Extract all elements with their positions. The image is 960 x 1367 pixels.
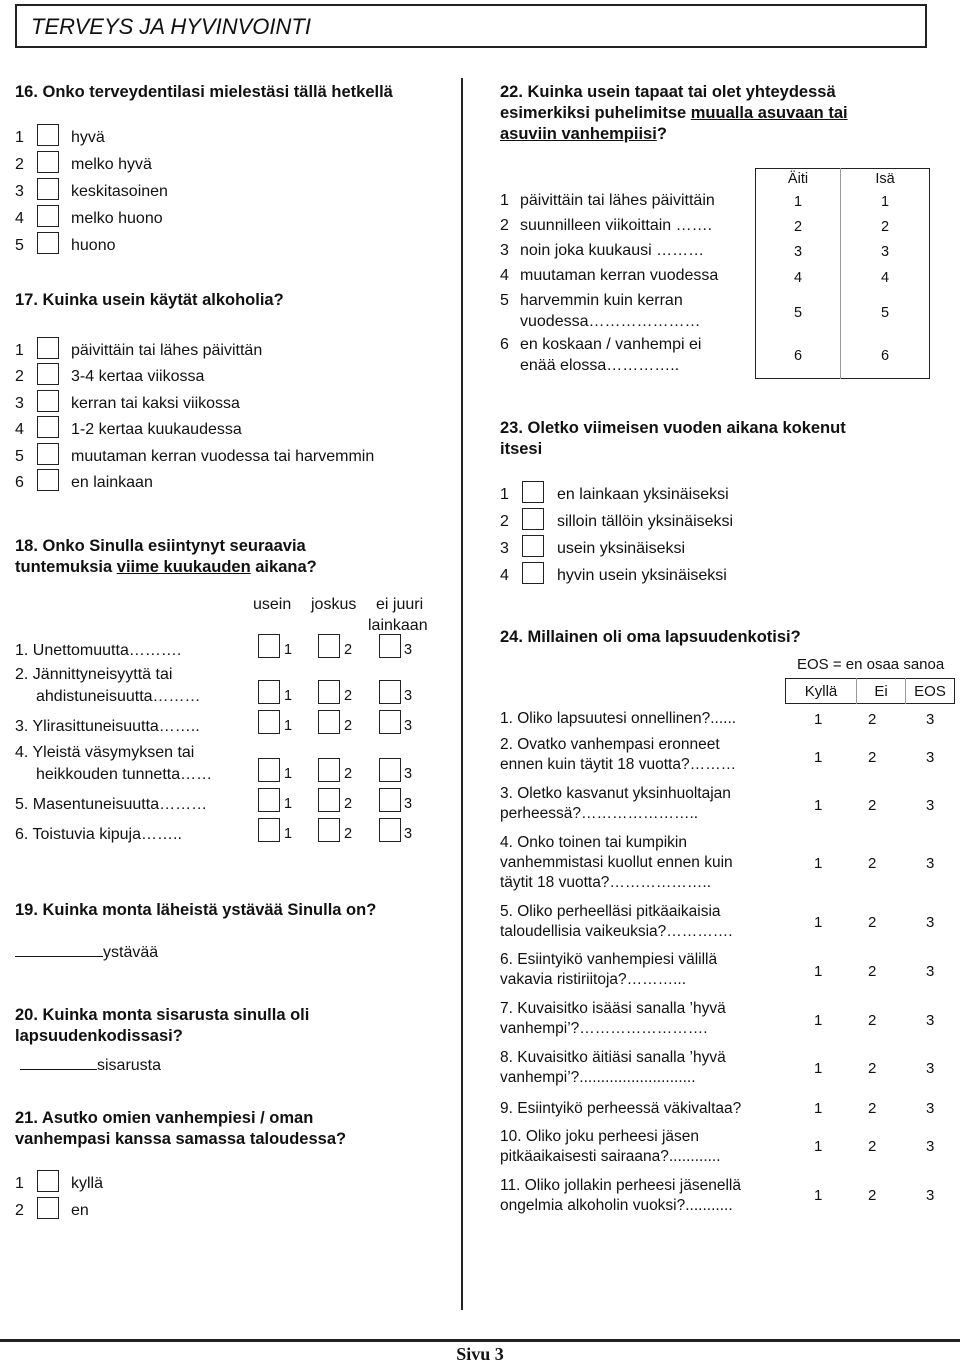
q18-rating-checkbox[interactable] bbox=[318, 818, 340, 842]
q23-checkbox[interactable] bbox=[522, 562, 544, 584]
q21-option-number: 1 bbox=[15, 1175, 24, 1192]
q18-rating-value: 3 bbox=[404, 826, 413, 842]
q23-option-label: usein yksinäiseksi bbox=[557, 540, 686, 557]
q21-option-label: en bbox=[71, 1202, 89, 1219]
q24-rating-value[interactable]: 3 bbox=[926, 797, 935, 814]
q22-option-label-cont: enää elossa………….. bbox=[520, 357, 680, 374]
q22-isa-value[interactable]: 4 bbox=[841, 265, 930, 291]
q18-rating-value: 2 bbox=[344, 826, 353, 842]
page-title: TERVEYS JA HYVINVOINTI bbox=[31, 14, 311, 39]
q23-title-line1: 23. Oletko viimeisen vuoden aikana kokenut bbox=[500, 419, 846, 437]
q16-checkbox[interactable] bbox=[37, 151, 59, 173]
q24-rating-value[interactable]: 3 bbox=[926, 1138, 935, 1155]
q24-item-label: vanhempi’?........................... bbox=[500, 1069, 696, 1086]
q24-rating-value[interactable]: 2 bbox=[868, 711, 877, 728]
q18-rating-checkbox[interactable] bbox=[318, 788, 340, 812]
q22-option-number: 3 bbox=[500, 242, 509, 259]
q17-option-number: 3 bbox=[15, 394, 24, 412]
q18-rating-checkbox[interactable] bbox=[379, 710, 401, 734]
q24-rating-value[interactable]: 2 bbox=[868, 797, 877, 814]
q17-checkbox[interactable] bbox=[37, 416, 59, 438]
q18-rating-value: 3 bbox=[404, 766, 413, 782]
q24-rating-value[interactable]: 2 bbox=[868, 1138, 877, 1155]
q24-rating-value[interactable]: 2 bbox=[868, 1012, 877, 1029]
q22-option-number: 4 bbox=[500, 267, 509, 284]
q18-col-joskus: joskus bbox=[311, 596, 357, 613]
q24-item-label: 1. Oliko lapsuutesi onnellinen?...... bbox=[500, 710, 737, 727]
q24-rating-value[interactable]: 3 bbox=[926, 914, 935, 931]
q18-rating-value: 1 bbox=[284, 718, 293, 734]
q24-header-table bbox=[785, 678, 955, 704]
q24-col-kylla: Kyllä bbox=[804, 682, 838, 700]
q16-option-label: hyvä bbox=[71, 129, 105, 146]
q24-rating-value[interactable]: 3 bbox=[926, 855, 935, 872]
q22-title-line3: asuviin vanhempiisi? bbox=[500, 125, 667, 143]
q17-title: 17. Kuinka usein käytät alkoholia? bbox=[15, 291, 284, 309]
q24-item-label: 7. Kuvaisitko isääsi sanalla ’hyvä bbox=[500, 1000, 726, 1017]
q22-option-number: 2 bbox=[500, 217, 509, 234]
q16-option-number: 5 bbox=[15, 237, 24, 254]
q18-rating-checkbox[interactable] bbox=[258, 680, 280, 704]
q18-title-line1: 18. Onko Sinulla esiintynyt seuraavia bbox=[15, 537, 306, 555]
q17-checkbox[interactable] bbox=[37, 469, 59, 491]
q16-title: 16. Onko terveydentilasi mielestäsi tällä hetkellä bbox=[15, 83, 393, 101]
q21-title-line1: 21. Asutko omien vanhempiesi / oman bbox=[15, 1109, 314, 1127]
q24-rating-value[interactable]: 3 bbox=[926, 963, 935, 980]
q24-item-label: 9. Esiintyikö perheessä väkivaltaa? bbox=[500, 1100, 742, 1117]
q24-col-eos: EOS bbox=[906, 679, 955, 704]
column-divider bbox=[461, 78, 463, 1310]
q24-item-label: taloudellisia vaikeuksia?…………. bbox=[500, 923, 733, 940]
q18-rating-checkbox[interactable] bbox=[318, 758, 340, 782]
q18-rating-checkbox[interactable] bbox=[318, 680, 340, 704]
q22-isa-value[interactable]: 6 bbox=[841, 335, 930, 379]
q24-col-ei: Ei bbox=[857, 679, 906, 704]
q18-rating-value: 3 bbox=[404, 688, 413, 704]
q18-rating-checkbox[interactable] bbox=[318, 710, 340, 734]
q23-checkbox[interactable] bbox=[522, 481, 544, 503]
q18-item-label: 6. Toistuvia kipuja…….. bbox=[15, 826, 182, 843]
q18-item-label-cont: heikkouden tunnetta…… bbox=[36, 766, 213, 783]
q22-table-row bbox=[756, 240, 930, 265]
q23-option-label: en lainkaan yksinäiseksi bbox=[557, 486, 729, 503]
q22-table-row bbox=[756, 291, 930, 335]
q24-item-label: ennen kuin täytit 18 vuotta?……… bbox=[500, 756, 737, 773]
q24-rating-value[interactable]: 1 bbox=[814, 1100, 823, 1117]
q24-item-label: 8. Kuvaisitko äitiäsi sanalla ’hyvä bbox=[500, 1049, 726, 1066]
q20-title-line1: 20. Kuinka monta sisarusta sinulla oli bbox=[15, 1006, 310, 1024]
q18-rating-value: 3 bbox=[404, 718, 413, 734]
q18-rating-checkbox[interactable] bbox=[258, 758, 280, 782]
q17-option-number: 1 bbox=[15, 342, 24, 359]
q24-rating-value[interactable]: 1 bbox=[814, 749, 823, 766]
q22-option-number: 5 bbox=[500, 292, 509, 309]
q22-table bbox=[755, 168, 930, 379]
q23-option-number: 4 bbox=[500, 567, 509, 584]
q18-item-label: 4. Yleistä väsymyksen tai bbox=[15, 744, 195, 761]
q23-checkbox[interactable] bbox=[522, 508, 544, 530]
q24-rating-value[interactable]: 3 bbox=[926, 1187, 935, 1204]
header-box bbox=[15, 4, 927, 48]
q24-rating-value[interactable]: 3 bbox=[926, 711, 935, 728]
q18-rating-checkbox[interactable] bbox=[379, 788, 401, 812]
q17-checkbox[interactable] bbox=[37, 443, 59, 465]
q24-rating-value[interactable]: 2 bbox=[868, 855, 877, 872]
q20-answer[interactable] bbox=[20, 1057, 161, 1075]
q22-isa-value[interactable]: 2 bbox=[841, 214, 930, 240]
q17-option-number: 6 bbox=[15, 474, 24, 491]
q18-rating-value: 1 bbox=[284, 688, 293, 704]
q18-rating-checkbox[interactable] bbox=[379, 634, 401, 658]
q19-title: 19. Kuinka monta läheistä ystävää Sinulla on? bbox=[15, 901, 377, 919]
q24-item-label: täytit 18 vuotta?……………….. bbox=[500, 874, 712, 891]
q17-option-number: 2 bbox=[15, 368, 24, 386]
q22-table-row bbox=[756, 265, 930, 291]
q18-rating-checkbox[interactable] bbox=[258, 788, 280, 812]
q19-blank[interactable] bbox=[15, 955, 103, 957]
q18-rating-value: 2 bbox=[344, 766, 353, 782]
q18-item-label: 2. Jännittyneisyyttä tai bbox=[15, 666, 173, 683]
q18-col-usein: usein bbox=[253, 596, 292, 613]
q21-option-label: kyllä bbox=[71, 1175, 104, 1192]
q23-option-label: silloin tällöin yksinäiseksi bbox=[557, 513, 734, 530]
q18-rating-value: 2 bbox=[344, 718, 353, 734]
q21-checkbox[interactable] bbox=[37, 1197, 59, 1219]
q18-rating-value: 1 bbox=[284, 796, 293, 812]
q18-rating-value: 3 bbox=[404, 642, 413, 658]
q23-option-label: hyvin usein yksinäiseksi bbox=[557, 567, 727, 584]
q18-rating-checkbox[interactable] bbox=[258, 818, 280, 842]
q17-option-number: 5 bbox=[15, 447, 24, 465]
q24-rating-value[interactable]: 1 bbox=[814, 711, 823, 728]
q18-rating-checkbox[interactable] bbox=[258, 634, 280, 658]
q24-rating-value[interactable]: 2 bbox=[868, 1100, 877, 1117]
q17-option-label: en lainkaan bbox=[71, 474, 153, 491]
q24-rating-value[interactable]: 1 bbox=[814, 914, 823, 931]
q24-eos-note: EOS = en osaa sanoa bbox=[797, 656, 945, 673]
q17-option-number: 4 bbox=[15, 421, 24, 439]
q18-rating-checkbox[interactable] bbox=[379, 818, 401, 842]
q24-item-label: 3. Oletko kasvanut yksinhuoltajan bbox=[500, 785, 731, 802]
q24-item-label: 2. Ovatko vanhempasi eronneet bbox=[500, 736, 720, 753]
q24-rating-value[interactable]: 3 bbox=[926, 749, 935, 766]
q22-option-label: suunnilleen viikoittain ……. bbox=[520, 217, 713, 234]
q24-item-label: vanhemmistasi kuollut ennen kuin bbox=[500, 854, 733, 871]
q17-option-label: muutaman kerran vuodessa tai harvemmin bbox=[71, 447, 375, 465]
q18-rating-value: 2 bbox=[344, 796, 353, 812]
q22-aiti-value[interactable]: 4 bbox=[793, 269, 803, 286]
q18-rating-value: 1 bbox=[284, 642, 293, 658]
q16-checkbox[interactable] bbox=[37, 178, 59, 200]
q22-isa-value[interactable]: 3 bbox=[841, 240, 930, 265]
q16-option-label: melko hyvä bbox=[71, 156, 152, 173]
q24-rating-value[interactable]: 2 bbox=[868, 1060, 877, 1077]
q16-checkbox[interactable] bbox=[37, 205, 59, 227]
q18-col-eijuuri-2: lainkaan bbox=[368, 617, 428, 634]
q22-option-number: 6 bbox=[500, 336, 509, 353]
q17-option-label: päivittäin tai lähes päivittän bbox=[71, 342, 263, 359]
q24-item-label: pitkäaikaisesti sairaana?............ bbox=[500, 1148, 721, 1165]
q24-item-label: vanhempi’?……………………. bbox=[500, 1020, 708, 1037]
q23-checkbox[interactable] bbox=[522, 535, 544, 557]
q17-checkbox[interactable] bbox=[37, 337, 59, 359]
q19-answer[interactable] bbox=[15, 944, 158, 962]
q18-rating-checkbox[interactable] bbox=[379, 680, 401, 704]
q24-rating-value[interactable]: 2 bbox=[868, 1187, 877, 1204]
q24-rating-value[interactable]: 3 bbox=[926, 1100, 935, 1117]
q22-isa-value[interactable]: 5 bbox=[841, 291, 930, 335]
q24-item-label: 5. Oliko perheelläsi pitkäaikaisia bbox=[500, 903, 721, 920]
q16-option-number: 2 bbox=[15, 156, 24, 173]
q18-item-label: 3. Ylirasittuneisuutta…….. bbox=[15, 718, 200, 735]
q22-aiti-value[interactable]: 3 bbox=[793, 244, 803, 260]
q22-isa-value[interactable]: 1 bbox=[841, 190, 930, 214]
q17-checkbox[interactable] bbox=[37, 363, 59, 385]
q24-rating-value[interactable]: 1 bbox=[814, 855, 823, 872]
q24-rating-value[interactable]: 1 bbox=[814, 1060, 823, 1077]
q22-option-label: päivittäin tai lähes päivittäin bbox=[520, 192, 715, 209]
q24-rating-value[interactable]: 1 bbox=[814, 1187, 823, 1204]
q17-option-label: 3-4 kertaa viikossa bbox=[71, 368, 205, 386]
q18-rating-value: 3 bbox=[404, 796, 413, 812]
q24-rating-value[interactable]: 1 bbox=[814, 797, 823, 814]
q22-option-label-cont: vuodessa………………… bbox=[520, 313, 701, 330]
q24-rating-value[interactable]: 2 bbox=[868, 749, 877, 766]
q16-option-label: melko huono bbox=[71, 210, 163, 227]
q24-item-label: 10. Oliko joku perheesi jäsen bbox=[500, 1128, 700, 1145]
q24-item-label: perheessä?………………….. bbox=[500, 805, 699, 822]
q17-checkbox[interactable] bbox=[37, 390, 59, 412]
q16-option-label: huono bbox=[71, 237, 116, 254]
q18-col-eijuuri-1: ei juuri bbox=[376, 596, 424, 613]
q18-item-label: 1. Unettomuutta………. bbox=[15, 642, 182, 659]
q18-rating-value: 1 bbox=[284, 826, 293, 842]
q18-item-label-cont: ahdistuneisuutta……… bbox=[36, 688, 201, 705]
q18-title-line2: tuntemuksia viime kuukauden aikana? bbox=[15, 558, 317, 576]
q22-col-isa: Isä bbox=[841, 169, 930, 190]
q21-title-line2: vanhempasi kanssa samassa taloudessa? bbox=[15, 1130, 347, 1148]
q24-item-label: vakavia ristiriitoja?………... bbox=[500, 971, 687, 988]
q24-item-label: 4. Onko toinen tai kumpikin bbox=[500, 834, 687, 851]
q19-suffix: ystävää bbox=[103, 944, 159, 961]
q18-rating-checkbox[interactable] bbox=[258, 710, 280, 734]
q16-checkbox[interactable] bbox=[37, 124, 59, 146]
q20-suffix: sisarusta bbox=[97, 1057, 162, 1074]
q24-rating-value[interactable]: 2 bbox=[868, 914, 877, 931]
q23-option-number: 2 bbox=[500, 513, 509, 530]
q18-rating-value: 2 bbox=[344, 642, 353, 658]
q16-checkbox[interactable] bbox=[37, 232, 59, 254]
q16-option-number: 4 bbox=[15, 210, 24, 227]
q22-col-aiti: Äiti bbox=[787, 171, 809, 188]
q21-option-number: 2 bbox=[15, 1202, 24, 1219]
q24-item-label: ongelmia alkoholin vuoksi?........... bbox=[500, 1197, 733, 1214]
q24-rating-value[interactable]: 1 bbox=[814, 1138, 823, 1155]
q22-table-row bbox=[756, 335, 930, 379]
q22-option-label: harvemmin kuin kerran bbox=[520, 292, 683, 309]
q23-option-number: 1 bbox=[500, 486, 509, 503]
page-number: Sivu 3 bbox=[456, 1344, 504, 1364]
q21-checkbox[interactable] bbox=[37, 1170, 59, 1192]
q22-table-row bbox=[756, 214, 930, 240]
q22-table-header bbox=[756, 169, 930, 190]
q18-rating-checkbox[interactable] bbox=[379, 758, 401, 782]
q16-option-number: 1 bbox=[15, 129, 24, 146]
q18-item-label: 5. Masentuneisuutta……… bbox=[15, 796, 208, 813]
q17-option-label: kerran tai kaksi viikossa bbox=[71, 394, 240, 412]
q24-rating-value[interactable]: 1 bbox=[814, 1012, 823, 1029]
q23-title-line2: itsesi bbox=[500, 440, 543, 458]
q22-option-label: noin joka kuukausi ……… bbox=[520, 242, 705, 259]
q18-rating-value: 1 bbox=[284, 766, 293, 782]
q24-item-label: 6. Esiintyikö vanhempiesi välillä bbox=[500, 951, 718, 968]
q24-rating-value[interactable]: 2 bbox=[868, 963, 877, 980]
q20-blank[interactable] bbox=[20, 1068, 97, 1070]
q16-option-label: keskitasoinen bbox=[71, 183, 168, 200]
q16-option-number: 3 bbox=[15, 183, 24, 200]
q22-aiti-value[interactable]: 6 bbox=[793, 348, 803, 365]
q22-aiti-value[interactable]: 1 bbox=[793, 193, 803, 210]
q23-option-number: 3 bbox=[500, 540, 509, 557]
q22-aiti-value[interactable]: 2 bbox=[793, 218, 803, 235]
q22-title-line2: esimerkiksi puhelimitse muualla asuvaan tai bbox=[500, 104, 848, 122]
q22-option-label: en koskaan / vanhempi ei bbox=[520, 336, 702, 353]
q22-table-row bbox=[756, 190, 930, 214]
q22-title-line1: 22. Kuinka usein tapaat tai olet yhteydessä bbox=[500, 83, 836, 101]
q20-title-line2: lapsuudenkodissasi? bbox=[15, 1027, 183, 1045]
q24-rating-value[interactable]: 1 bbox=[814, 963, 823, 980]
q24-item-label: 11. Oliko jollakin perheesi jäsenellä bbox=[500, 1177, 741, 1194]
q22-aiti-value[interactable]: 5 bbox=[793, 304, 803, 321]
q18-rating-checkbox[interactable] bbox=[318, 634, 340, 658]
q22-option-label: muutaman kerran vuodessa bbox=[520, 267, 719, 284]
q24-rating-value[interactable]: 3 bbox=[926, 1060, 935, 1077]
q24-rating-value[interactable]: 3 bbox=[926, 1012, 935, 1029]
q24-title: 24. Millainen oli oma lapsuudenkotisi? bbox=[500, 628, 801, 646]
q18-rating-value: 2 bbox=[344, 688, 353, 704]
q17-option-label: 1-2 kertaa kuukaudessa bbox=[71, 421, 242, 439]
q22-option-number: 1 bbox=[500, 192, 509, 209]
